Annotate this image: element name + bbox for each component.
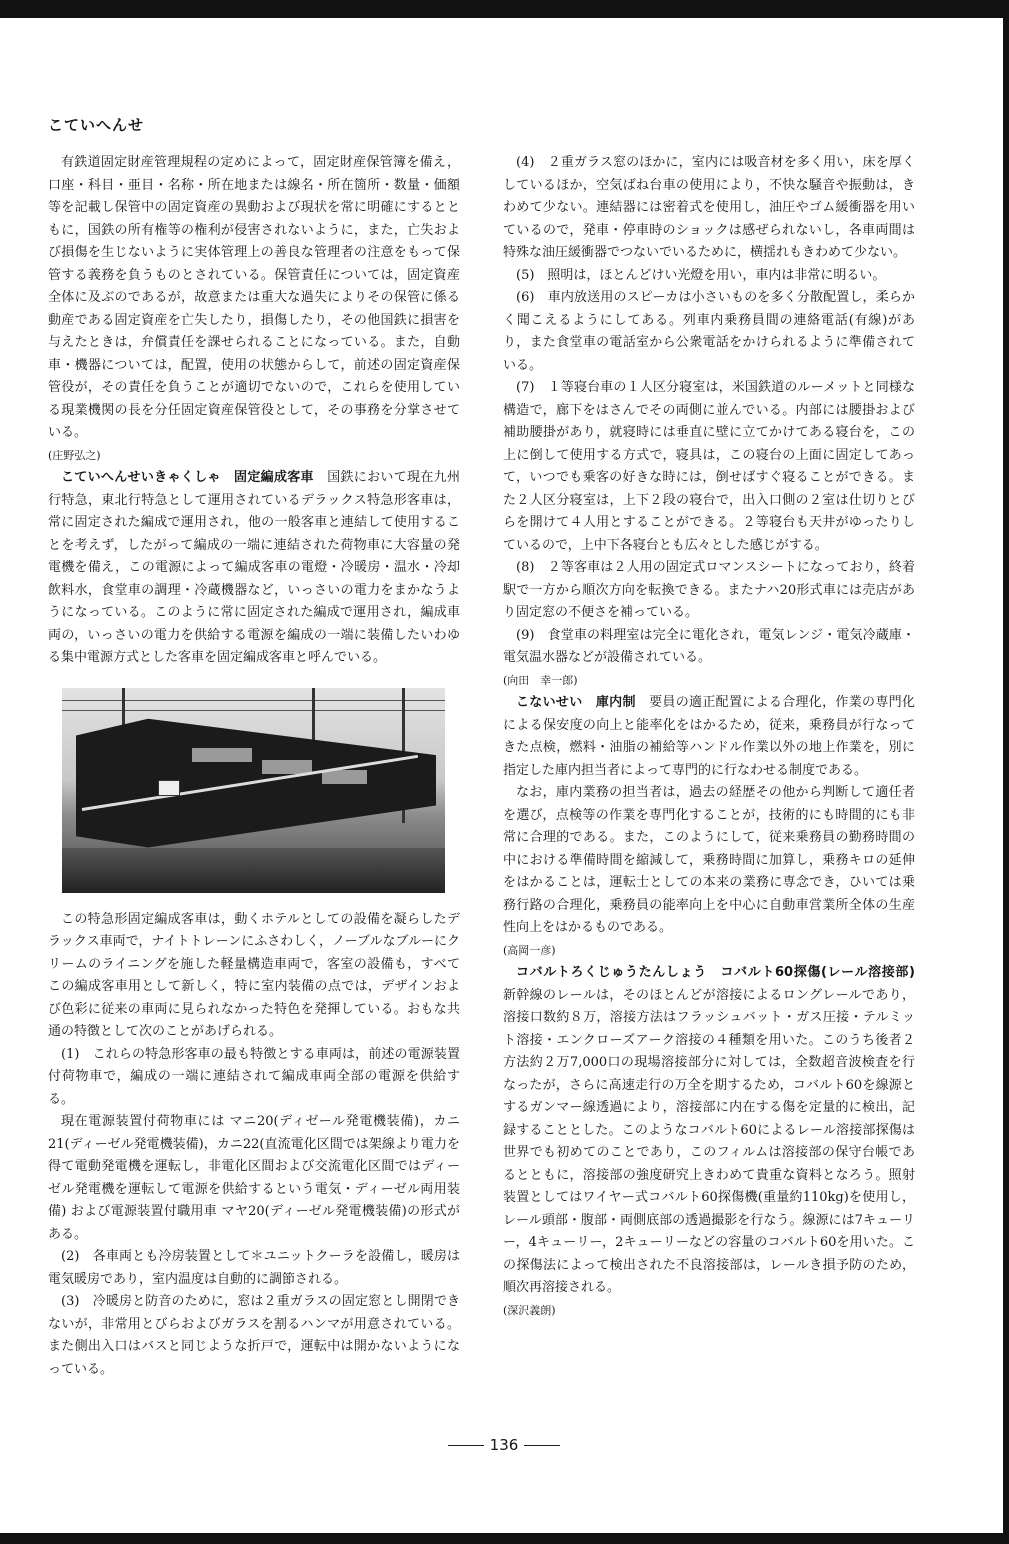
list-item: (5) 照明は，ほとんどけい光燈を用い，車内は非常に明るい。 [516,267,886,283]
list-item: (8) ２等客車は２人用の固定式ロマンスシートになっており，終着駅で一方から順次方向を転換できる。またナハ20形式車には売店があり固定窓の不便さを補っている。 [503,560,915,620]
list-item: (7) １等寝台車の１人区分寝室は，米国鉄道のルーメットと同様な構造で，廊下をはさんでその両側に並んでいる。内部には腰掛および補助腰掛があり，就寝時には垂直に壁に立てかけてある寝台を，この上に倒して使用する方式で，寝具は，この寝台の上面に固定してあって，いつでも乗客の好きな時には，倒せばすぐ寝ることができる。また２人区分寝室は，上下２段の寝台で，出入口側の２室は仕切りとびらを開けて４人用とすることができる。２等寝台も天井がゆったりしているので，上中下各寝台とも広々とした感じがする。 [503,380,915,553]
running-head: こていへんせ [48,116,145,134]
list-item: (2) 各車両とも冷房装置として＊ユニットクーラを設備し，暖房は電気暖房であり，室内温度は自動的に調節される。 [48,1249,460,1287]
entry-body: 国鉄において現在九州行特急，東北行特急として運用されているデラックス特急形客車は，常に固定された編成で運用され，他の一般客車と連結して使用することを考えず，したがって編成の一端に連結された荷物車に大容量の発電機を備え，この電源によって編成客車の電燈・冷暖房・温水・冷却飲料水，食堂車の調理・冷蔵機器など，いっさいの電力をまかなうようになっている。このように常に固定された編成で運用され，編成車両の，いっさいの電力を供給する電源を編成の一端に装備したいわゆる集中電源方式とした客車を固定編成客車と呼んでいる。 [48,470,460,665]
entry-body: 要員の適正配置による合理化，作業の専門化による保安度の向上と能率化をはかるため，従来，乗務員が行なってきた点検，燃料・油脂の補給等ハンドル作業以外の地上作業を，別に指定した庫内担当者によって専門的に行なわせる制度である。 [503,695,915,778]
entry-headword: コバルトろくじゅうたんしょう コバルト60探傷(レール溶接部) [516,965,915,980]
page-number [430,1436,578,1454]
paragraph: なお，庫内業務の担当者は，過去の経歴その他から判断して適任者を選び，点検等の作業を専門化することが，技術的にも時間的にも非常に合理的である。また，このようにして，従来乗務員の勤務時間の中における準備時間を縮減して，乗務時間に加算し，乗務キロの延伸をはかることは，運転士としての本来の業務に専念でき，ひいては乗務行路の合理化，乗務員の能率向上を中心に自動車営業所全体の生産性向上をはかるものである。 [503,785,915,935]
dash-right [524,1445,560,1446]
page-number-text: 136 [489,1436,519,1454]
dash-left [448,1445,484,1446]
author-signature: (深沢義朗) [503,1303,556,1317]
entry-koteihenseikyakusha [48,467,460,670]
author-signature: (向田 幸一郎) [503,673,578,687]
list-item: (4) ２重ガラス窓のほかに，室内には吸音材を多く用い，床を厚くしているほか，空気ばね台車の使用により，不快な騒音や振動は，きわめて少ない。連結器には密着式を使用し，油圧やゴム緩衝器を用いているので，発車・停車時のショックは感ぜられないし，各車両間は特殊な油圧緩衝器でつないでいるために，横揺れもきわめて少ない。 [503,155,915,260]
paragraph: 有鉄道固定財産管理規程の定めによって，固定財産保管簿を備え，口座・科目・亜目・名称・所在地または線名・所在箇所・数量・価額等を記載し保管中の固定資産の異動および現状を常に明確にするとともに，国鉄の所有権等の権利が侵害されないように，また，亡失および損傷を生じないように実体管理上の善良な管理者の注意をもって保管する義務を負うものとされている。保管責任については，固定資産全体に及ぶのであるが，故意または重大な過失によりその保管に係る動産である固定資産を亡失したり，損傷したり，その他国鉄に損害を与えたときは，弁償責任を課せられることになっている。また，自動車・機器については，配置，使用の状態からして，前述の固定資産保管役が，その責任を負うことが適切でないので，これらを使用している現業機関の長を分任固定資産保管役として，その事務を分掌させている。 [48,155,460,440]
paragraph: 現在電源装置付荷物車には マニ20(ディゼール発電機装備)，カニ21(ディーゼル発電機装備)，カニ22(直流電化区間では架線より電力を得て電動発電機を運転し，非電化区間および交流電化区間ではディーゼル発電機を運転して電源を供給するという電気・ディーゼル両用装備) および電源装置付職用車 マヤ20(ディーゼル発電機装備)の形式がある。 [48,1114,460,1242]
right-column [503,152,915,1322]
entry-headword: こていへんせいきゃくしゃ 固定編成客車 [61,470,314,485]
author-signature: (庄野弘之) [48,448,101,462]
right-border [1003,0,1009,1544]
entry-headword: こないせい 庫内制 [516,695,636,710]
train-photo-image [62,688,445,893]
entry-cobalt60 [503,962,915,1300]
author-signature: (高岡一彦) [503,943,556,957]
entry-konaisei [503,692,915,782]
list-item: (1) これらの特急形客車の最も特徴とする車両は，前述の電源装置付荷物車で，編成の一端に連結されて編成車両全部の電源を供給する。 [48,1046,460,1107]
entry-body: 新幹線のレールは，そのほとんどが溶接によるロングレールであり，溶接口数約８万，溶接方法はフラッシュバット・ガス圧接・テルミット溶接・エンクローズアーク溶接の４種類を用いた。このうち後者２方法約２万7,000口の現場溶接部分に対しては，全数超音波検査を行なったが，さらに高速走行の万全を期するため，コバルト60を線源とするガンマー線透過により，溶接部に内在する傷を定量的に検出，記録することとした。このようなコバルト60によるレール溶接部探傷は世界でも初めてのことであり，このフィルムは溶接部の保守台帳であるとともに，溶接部の強度研究上きわめて貴重な資料となろう。照射装置としてはワイヤー式コバルト60探傷機(重量約110kg)を使用し，レール頭部・腹部・両側底部の透過撮影を行なう。線源には7キューリー，4キューリー，2キューリーなどの容量のコバルト60を用いた。この探傷法によって検出された不良溶接部は，レールき損予防のため，順次再溶接される。 [503,987,915,1295]
train-photo [62,688,445,893]
left-column [48,152,460,1381]
paragraph: この特急形固定編成客車は，動くホテルとしての設備を凝らしたデラックス車両で，ナイトトレーンにふさわしく，ノーブルなブルーにクリームのライニングを施した軽量構造車両で，客室の設備も，すべてこの編成客車用として新しく，特に室内装備の点では，デザインおよび色彩に従来の車両に見られなかった特色を発揮している。おもな共通の特徴として次のことがあげられる。 [48,911,460,1039]
bottom-border [0,1533,1009,1544]
list-item: (3) 冷暖房と防音のために，窓は２重ガラスの固定窓とし開閉できないが，非常用とびらおよびガラスを割るハンマが用意されている。また側出入口はバスと同じような折戸で，運転中は開かないようになっている。 [48,1294,460,1377]
top-border [0,0,1009,18]
list-item: (9) 食堂車の料理室は完全に電化され，電気レンジ・電気冷蔵庫・電気温水器などが設備されている。 [503,627,915,665]
list-item: (6) 車内放送用のスピーカは小さいものを多く分散配置し，柔らかく聞こえるようにしてある。列車内乗務員間の連絡電話(有線)があり，また食堂車の電話室から公衆電話をかけられるように準備されている。 [503,290,915,373]
